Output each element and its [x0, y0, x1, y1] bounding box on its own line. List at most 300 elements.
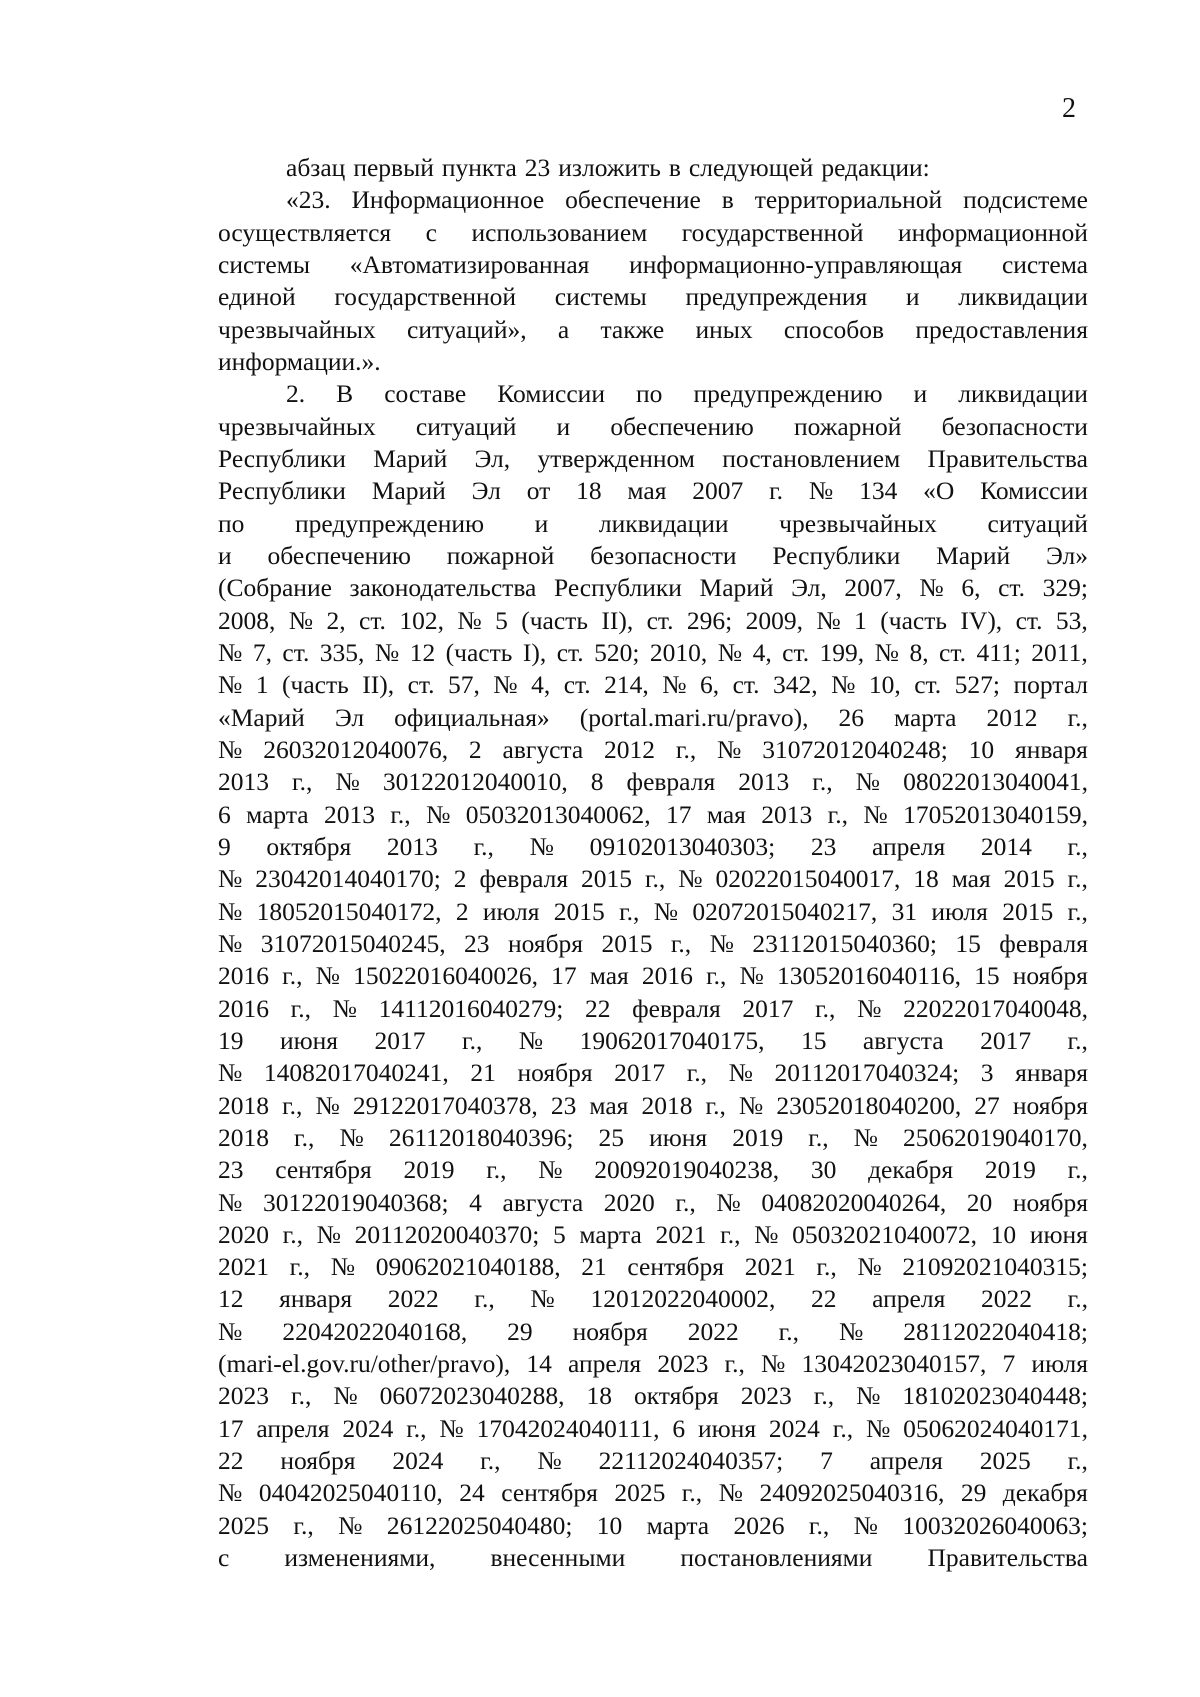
word: 2017 — [374, 1025, 426, 1055]
word: с — [425, 217, 437, 247]
word: ноября — [1012, 1090, 1088, 1120]
word: территориальной — [754, 185, 943, 215]
text-line — [218, 766, 1088, 798]
word: мая — [589, 961, 629, 991]
word: г., — [1067, 1284, 1088, 1314]
word: № — [335, 767, 360, 797]
word: 6 — [218, 799, 231, 829]
word: подсистеме — [963, 185, 1088, 215]
word: 18052015040172, — [256, 896, 442, 926]
word: № — [831, 670, 856, 700]
word: 2025 — [218, 1510, 269, 1540]
text-line — [218, 508, 1088, 540]
word: 22042022040168, — [282, 1316, 468, 1346]
text-line — [218, 314, 1088, 346]
text-line — [218, 1154, 1088, 1186]
word: сентября — [275, 1155, 372, 1185]
word: г., — [808, 1510, 830, 1540]
word: от — [526, 476, 551, 506]
word: 14082017040241, — [263, 1058, 449, 1088]
word: 17042024040111, — [476, 1413, 660, 1443]
word: 329; — [1042, 573, 1088, 603]
word: № — [218, 1316, 243, 1346]
word: ст. — [556, 637, 584, 667]
word: г., — [670, 928, 692, 958]
word: 296; — [686, 605, 733, 635]
word: 3 — [980, 1058, 994, 1088]
word: марта — [646, 1510, 710, 1540]
word: ноября — [517, 1058, 593, 1088]
word: ноября — [572, 1316, 648, 1346]
word: 15 — [955, 928, 981, 958]
word: № — [218, 1187, 243, 1217]
word: предоставления — [915, 314, 1088, 344]
word: августа — [502, 734, 584, 764]
word: сентября — [627, 1252, 725, 1282]
word: 2023 — [218, 1381, 269, 1411]
word: Марий — [699, 573, 774, 603]
word: 09062021040188, — [375, 1252, 561, 1282]
word: 23 — [218, 1155, 244, 1185]
word: 4 — [469, 1187, 482, 1217]
word: 2008, — [218, 605, 276, 635]
word: № — [218, 864, 243, 894]
word: № — [518, 1025, 544, 1055]
word: апреля — [256, 1413, 330, 1443]
word: и — [218, 540, 232, 570]
word: г., — [1067, 896, 1088, 926]
word: 2013 — [218, 767, 269, 797]
word: 2007, — [844, 573, 902, 603]
word: В — [336, 379, 354, 409]
word: № — [457, 605, 482, 635]
word: № — [537, 1446, 562, 1476]
text-line — [218, 443, 1088, 475]
word: предупреждению — [693, 379, 883, 409]
word: 02022015040017, — [715, 864, 901, 894]
word: 13052016040116, — [777, 961, 961, 991]
word: 10 — [596, 1510, 623, 1540]
word: ситуаций — [987, 508, 1088, 538]
word: 2020 — [603, 1187, 655, 1217]
text-line — [218, 734, 1088, 766]
word: 342, — [772, 670, 818, 700]
word: 19062017040175, — [579, 1025, 765, 1055]
text-line — [218, 1283, 1088, 1315]
word: 2023 — [740, 1381, 792, 1411]
word: системы — [554, 282, 647, 312]
text-line — [218, 863, 1088, 895]
word: государственной — [681, 217, 864, 247]
word: предупреждения — [685, 282, 868, 312]
word: № — [316, 1219, 341, 1249]
word: 2016 — [218, 961, 269, 991]
word: июня — [649, 1122, 708, 1152]
word: № — [529, 831, 554, 861]
word: 29 — [960, 1478, 987, 1508]
text-line — [218, 540, 1088, 572]
word: № — [709, 928, 734, 958]
text-line — [218, 960, 1088, 992]
word: постановлениями — [680, 1543, 873, 1573]
word: 2022 — [387, 1284, 439, 1314]
word: декабря — [868, 1155, 954, 1185]
word: Марий — [371, 476, 446, 506]
word: 2025 — [979, 1446, 1031, 1476]
word: г., — [294, 1122, 315, 1152]
word: (часть — [880, 605, 948, 635]
text-line — [218, 605, 1088, 637]
word: № — [760, 1349, 786, 1379]
word: 1 — [854, 605, 867, 635]
word: 15022016040026, — [353, 961, 538, 991]
word: 2026 — [733, 1510, 785, 1540]
word: г., — [474, 1284, 495, 1314]
word: № — [738, 1090, 764, 1120]
word: 2021 — [655, 1219, 707, 1249]
word: 8 — [590, 767, 604, 797]
word: использованием — [471, 217, 648, 247]
word: 2019 — [984, 1155, 1036, 1185]
word: 7 — [1002, 1349, 1016, 1379]
word: и — [905, 282, 920, 312]
word: г., — [681, 1478, 703, 1508]
text-line — [218, 475, 1088, 507]
word: 2015 — [601, 928, 653, 958]
word: ноября — [280, 1446, 356, 1476]
word: г., — [816, 1252, 837, 1282]
word: мая — [706, 799, 746, 829]
word: 2019 — [403, 1155, 455, 1185]
word: чрезвычайных — [218, 314, 376, 344]
word: 18102023040448; — [902, 1381, 1088, 1411]
word: Эл, — [791, 573, 827, 603]
word: 2022 — [980, 1284, 1032, 1314]
word: г., — [1067, 1446, 1088, 1476]
text-line — [218, 702, 1088, 734]
word: пожарной — [793, 411, 902, 441]
word: апреля — [568, 1349, 642, 1379]
word: г., — [778, 1316, 799, 1346]
word: 214, — [604, 670, 649, 700]
word: «О — [923, 476, 955, 506]
text-line — [218, 1348, 1088, 1380]
word: 5 — [495, 605, 508, 635]
word: декабря — [1002, 1478, 1088, 1508]
word: 30 — [810, 1155, 837, 1185]
word: 18 — [913, 864, 939, 894]
word: (Собрание — [218, 573, 332, 603]
word: (portal.mari.ru/pravo), — [579, 702, 809, 732]
word: 06072023040288, — [379, 1381, 565, 1411]
word: г., — [813, 1381, 835, 1411]
word: г., — [808, 1122, 829, 1152]
word: г., — [1067, 702, 1088, 732]
text-line — [218, 1025, 1088, 1057]
word: г., — [686, 1058, 708, 1088]
word: Республики — [218, 476, 346, 506]
word: № — [857, 993, 882, 1023]
word: февраля — [479, 864, 569, 894]
word: единой — [218, 282, 296, 312]
word: мая — [951, 864, 991, 894]
text-line — [218, 993, 1088, 1025]
word: № — [493, 670, 518, 700]
word: системы — [218, 249, 311, 279]
text-line — [218, 1380, 1088, 1412]
word: г., — [815, 993, 836, 1023]
word: января — [279, 1284, 353, 1314]
word: 7, — [252, 637, 272, 667]
word: № — [853, 1122, 878, 1152]
word: г., — [290, 1381, 312, 1411]
word: Марий — [936, 540, 1011, 570]
word: г., — [486, 1155, 507, 1185]
word: 12 — [218, 1284, 244, 1314]
word: безопасности — [941, 411, 1088, 441]
word: № — [919, 573, 944, 603]
text-line — [218, 799, 1088, 831]
word: пожарной — [446, 540, 555, 570]
word: № — [218, 1058, 243, 1088]
word: 27 — [974, 1090, 1000, 1120]
word: № — [717, 734, 742, 764]
word: г., — [1067, 831, 1088, 861]
word: 23 — [810, 831, 837, 861]
word: 05032021040072, — [792, 1219, 978, 1249]
word: «Марий — [218, 702, 305, 732]
word: «Автоматизированная — [349, 249, 590, 279]
word: г., — [724, 1349, 745, 1379]
word: 12012022040002, — [590, 1284, 776, 1314]
word: 22022017040048, — [903, 993, 1088, 1023]
word: г., — [282, 1219, 303, 1249]
word: № — [218, 637, 243, 667]
word: 2 — [455, 896, 469, 926]
word: № — [717, 637, 743, 667]
word: 18 — [586, 1381, 612, 1411]
word: 21 — [470, 1058, 496, 1088]
word: 2020 — [218, 1219, 269, 1249]
word: января — [1015, 1058, 1088, 1088]
word: 10 — [990, 1219, 1017, 1249]
word: № — [315, 961, 340, 991]
word: апреля — [872, 1284, 946, 1314]
word: 2012 — [604, 734, 656, 764]
word: обеспечению — [267, 540, 411, 570]
word: ноября — [507, 928, 584, 958]
word: способов — [783, 314, 885, 344]
word: ликвидации — [598, 508, 729, 538]
word: 2016 — [641, 961, 693, 991]
word: информационной — [898, 217, 1088, 247]
word: июля — [1031, 1349, 1088, 1379]
word: № — [218, 734, 243, 764]
word: 02072015040217, — [692, 896, 878, 926]
word: 17 — [551, 961, 577, 991]
word: иных — [695, 314, 753, 344]
text-line — [218, 1316, 1088, 1348]
word: 23112015040360; — [752, 928, 937, 958]
word: г., — [1067, 1155, 1088, 1185]
text-line — [218, 184, 1088, 216]
word: 09102013040303; — [589, 831, 776, 861]
word: г., — [282, 1090, 303, 1120]
word: 15 — [800, 1025, 827, 1055]
word: 22 — [584, 993, 611, 1023]
text-line — [218, 1187, 1088, 1219]
word: № — [330, 1252, 356, 1282]
word: № — [315, 1090, 340, 1120]
word: следующей — [688, 153, 814, 182]
word: 2015 — [553, 896, 605, 926]
word: июня — [279, 1025, 339, 1055]
word: информации.». — [218, 346, 381, 376]
word: сентября — [501, 1478, 598, 1508]
text-line — [218, 928, 1088, 960]
word: г., — [705, 1090, 726, 1120]
word: октября — [633, 1381, 719, 1411]
word: № — [288, 605, 314, 635]
word: г., — [461, 1025, 483, 1055]
word: 30122019040368; — [262, 1187, 449, 1217]
text-line — [218, 346, 1088, 378]
word: обеспечению — [610, 411, 754, 441]
word: 28112022040418; — [903, 1316, 1088, 1346]
word: 2 — [468, 734, 482, 764]
word: в — [668, 153, 681, 182]
word: 6 — [672, 1413, 686, 1443]
word: мая — [589, 1090, 629, 1120]
word: мая — [627, 476, 667, 506]
word: Эл — [334, 702, 365, 732]
word: изложить — [558, 153, 661, 182]
word: 18 — [576, 476, 602, 506]
word: 21 — [581, 1252, 607, 1282]
word: г., — [619, 896, 640, 926]
word: 2022 — [687, 1316, 739, 1346]
word: 20092019040238, — [594, 1155, 780, 1185]
word: г., — [473, 831, 494, 861]
text-line — [218, 1090, 1088, 1122]
word: июня — [1029, 1219, 1088, 1249]
word: 2014 — [980, 831, 1032, 861]
word: 2023 — [657, 1349, 709, 1379]
word: и — [913, 379, 928, 409]
word: 199, — [819, 637, 865, 667]
word: Комиссии — [497, 379, 605, 409]
word: 2024 — [392, 1446, 444, 1476]
word: система — [1001, 249, 1088, 279]
word: 102, — [399, 605, 444, 635]
word: г., — [290, 993, 311, 1023]
word: Эл» — [1045, 540, 1088, 570]
word: № — [808, 476, 834, 506]
word: 10 — [968, 734, 995, 764]
word: г. — [769, 476, 784, 506]
word: апреля — [869, 1446, 943, 1476]
word: 17 — [218, 1413, 244, 1443]
word: портал — [1013, 670, 1088, 700]
word: 26032012040076, — [263, 734, 449, 764]
word: № — [728, 1058, 753, 1088]
word: 31072012040248; — [762, 734, 948, 764]
word: 25062019040170, — [903, 1122, 1088, 1152]
word: в — [721, 185, 734, 215]
word: № — [332, 993, 357, 1023]
word: II), — [601, 605, 634, 635]
word: с — [218, 1543, 230, 1573]
word: № — [338, 1510, 363, 1540]
text-line — [218, 217, 1088, 249]
word: № — [218, 1478, 243, 1508]
word: безопасности — [590, 540, 737, 570]
word: 1 — [255, 670, 269, 700]
word: ст. — [998, 573, 1025, 603]
word: г., — [282, 961, 303, 991]
word: 08022013040041, — [903, 767, 1088, 797]
word: составе — [384, 379, 467, 409]
word: июля — [931, 896, 988, 926]
text-line — [218, 1510, 1088, 1542]
word: Республики — [553, 573, 682, 603]
word: 20 — [966, 1187, 993, 1217]
word: 2013 — [738, 767, 790, 797]
word: № — [816, 605, 841, 635]
word: 2013 — [323, 799, 375, 829]
word: 2016 — [218, 993, 269, 1023]
word: № — [754, 1219, 779, 1249]
word: 24 — [459, 1478, 485, 1508]
word: 17052013040159, — [903, 799, 1088, 829]
word: изменениями, — [284, 1543, 436, 1573]
word: редакции: — [821, 153, 930, 182]
word: 12 — [409, 637, 436, 667]
word: 23 — [464, 928, 490, 958]
word: 2 — [453, 864, 467, 894]
word: 24092025040316, — [759, 1478, 945, 1508]
word: г., — [827, 799, 849, 829]
word: г., — [1067, 864, 1088, 894]
word: марта — [894, 702, 957, 732]
word: августа — [502, 1187, 584, 1217]
word: 23052018040200, — [776, 1090, 962, 1120]
word: 23042014040170; — [255, 864, 441, 894]
page-number: 2 — [1062, 93, 1076, 124]
word: чрезвычайных — [218, 411, 376, 441]
word: Комиссии — [980, 476, 1088, 506]
word: № — [426, 799, 451, 829]
word: 6, — [961, 573, 981, 603]
word: г., — [293, 1510, 314, 1540]
text-line — [218, 1542, 1088, 1574]
word: г., — [390, 799, 411, 829]
word: 31072015040245, — [260, 928, 446, 958]
word: 26112018040396; — [388, 1122, 574, 1152]
word: ст. — [782, 637, 810, 667]
word: 2015 — [581, 864, 633, 894]
word: 527; — [954, 670, 1000, 700]
word: № — [374, 637, 400, 667]
word: 31 — [891, 896, 918, 926]
word: (часть — [282, 670, 349, 700]
word: № — [874, 637, 899, 667]
text-line — [218, 1477, 1088, 1509]
word: 23 — [524, 153, 551, 182]
word: обеспечение — [565, 185, 701, 215]
word: г., — [292, 767, 313, 797]
word: 2011, — [1031, 637, 1088, 667]
